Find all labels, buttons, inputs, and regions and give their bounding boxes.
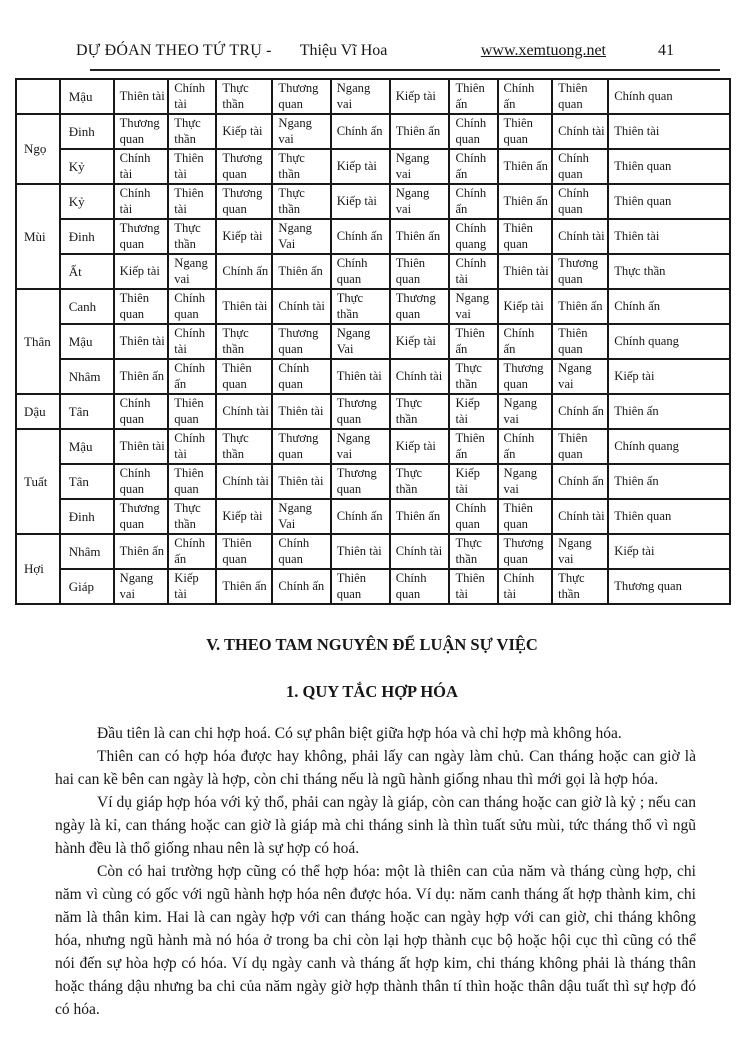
stem-cell: Mậu: [60, 324, 114, 359]
ten-god-cell: Ngang Vai: [331, 324, 390, 359]
branch-group-cell: Hợi: [16, 534, 60, 604]
branch-group-cell: Mùi: [16, 184, 60, 289]
subsection-heading: 1. QUY TẮC HỢP HÓA: [286, 682, 458, 701]
ten-god-cell: Chính tài: [390, 359, 450, 394]
ten-god-cell: Thiên ấn: [552, 289, 608, 324]
ten-god-cell: Chính quan: [331, 254, 390, 289]
ten-god-cell: Chính quan: [449, 499, 497, 534]
ten-god-cell: Thiên quan: [552, 429, 608, 464]
ten-god-cell: Thương quan: [272, 429, 330, 464]
ten-god-cell: Chính ấn: [608, 289, 730, 324]
ten-god-cell: Chính ấn: [449, 149, 497, 184]
ten-god-cell: Thiên ấn: [449, 429, 497, 464]
ten-god-cell: Ngang vai: [272, 114, 330, 149]
table-row: [16, 394, 730, 429]
ten-god-cell: Thiên ấn: [114, 359, 169, 394]
header-divider: [90, 69, 720, 71]
table-row: [16, 149, 730, 184]
stem-cell: Nhâm: [60, 359, 114, 394]
ten-god-cell: Chính ấn: [331, 219, 390, 254]
ten-god-cell: Chính tài: [216, 464, 272, 499]
ten-god-cell: Ngang vai: [331, 429, 390, 464]
ten-god-cell: Kiếp tài: [449, 394, 497, 429]
ten-god-cell: Kiếp tài: [608, 534, 730, 569]
ten-god-cell: Chính ấn: [552, 394, 608, 429]
ten-god-cell: Chính ấn: [168, 534, 216, 569]
ten-god-cell: Thực thần: [168, 114, 216, 149]
ten-god-cell: Chính tài: [168, 79, 216, 114]
branch-group-cell: [16, 79, 60, 114]
page-header: [0, 0, 744, 60]
ten-god-cell: Chính tài: [552, 114, 608, 149]
ten-god-cell: Thiên ấn: [272, 254, 330, 289]
ten-god-cell: Thiên quan: [608, 149, 730, 184]
stem-cell: Canh: [60, 289, 114, 324]
ten-god-cell: Chính tài: [449, 254, 497, 289]
ten-god-cell: Thiên tài: [272, 464, 330, 499]
ten-god-cell: Thực thần: [272, 149, 330, 184]
ten-god-cell: Thương quan: [552, 254, 608, 289]
stem-cell: Ất: [60, 254, 114, 289]
ten-god-cell: Thực thần: [216, 324, 272, 359]
ten-god-cell: Thực thần: [608, 254, 730, 289]
ten-god-cell: Kiếp tài: [331, 149, 390, 184]
ten-god-cell: Thiên quan: [168, 394, 216, 429]
ten-gods-table: [15, 78, 731, 605]
ten-god-cell: Ngang vai: [552, 359, 608, 394]
ten-god-cell: Thiên ấn: [498, 149, 553, 184]
ten-god-cell: Ngang vai: [390, 184, 450, 219]
paragraph: Đầu tiên là can chi hợp hoá. Có sự phân biệt giữa hợp hóa và chỉ hợp mà không hóa.: [97, 725, 622, 742]
ten-god-cell: Thiên quan: [608, 499, 730, 534]
ten-god-cell: Thực thần: [390, 394, 450, 429]
ten-god-cell: Ngang vai: [331, 79, 390, 114]
stem-cell: Đinh: [60, 219, 114, 254]
ten-god-cell: Kiếp tài: [168, 569, 216, 604]
ten-god-cell: Chính quan: [114, 394, 169, 429]
ten-god-cell: Chính ấn: [272, 569, 330, 604]
ten-god-cell: Thiên ấn: [390, 219, 450, 254]
ten-god-cell: Chính tài: [168, 429, 216, 464]
ten-god-cell: Ngang Vai: [272, 499, 330, 534]
ten-god-cell: Thiên ấn: [390, 114, 450, 149]
branch-group-cell: Dậu: [16, 394, 60, 429]
ten-god-cell: Chính quang: [608, 324, 730, 359]
table-row: [16, 114, 730, 149]
stem-cell: Mậu: [60, 79, 114, 114]
ten-god-cell: Thiên quan: [552, 79, 608, 114]
ten-god-cell: Thiên quan: [498, 499, 553, 534]
ten-god-cell: Thiên quan: [168, 464, 216, 499]
ten-god-cell: Chính quang: [449, 219, 497, 254]
ten-god-cell: Ngang vai: [449, 289, 497, 324]
table-row: [16, 289, 730, 324]
table-row: [16, 324, 730, 359]
ten-god-cell: Chính quan: [168, 289, 216, 324]
ten-god-cell: Chính tài: [216, 394, 272, 429]
table-row: [16, 499, 730, 534]
ten-god-cell: Thực thần: [552, 569, 608, 604]
ten-god-cell: Chính ấn: [449, 184, 497, 219]
ten-god-cell: Thực thần: [168, 499, 216, 534]
ten-god-cell: Thương quan: [114, 114, 169, 149]
ten-god-cell: Thương quan: [272, 324, 330, 359]
ten-god-cell: Chính quan: [552, 149, 608, 184]
stem-cell: Kỷ: [60, 149, 114, 184]
ten-god-cell: Chính ấn: [168, 359, 216, 394]
ten-god-cell: Ngang vai: [552, 534, 608, 569]
ten-god-cell: Thực thần: [168, 219, 216, 254]
table-row: [16, 79, 730, 114]
ten-god-cell: Thiên quan: [498, 114, 553, 149]
ten-god-cell: Chính quan: [449, 114, 497, 149]
ten-god-cell: Kiếp tài: [331, 184, 390, 219]
ten-god-cell: Chính ấn: [552, 464, 608, 499]
ten-god-cell: Thiên ấn: [608, 394, 730, 429]
ten-god-cell: Thương quan: [498, 534, 553, 569]
ten-god-cell: Thiên tài: [608, 114, 730, 149]
branch-group-cell: Thân: [16, 289, 60, 394]
stem-cell: Đinh: [60, 499, 114, 534]
ten-god-cell: Chính tài: [114, 184, 169, 219]
ten-god-cell: Thực thần: [449, 534, 497, 569]
ten-god-cell: Chính quan: [272, 534, 330, 569]
ten-god-cell: Thực thần: [216, 429, 272, 464]
ten-god-cell: Thương quan: [608, 569, 730, 604]
ten-god-cell: Thiên ấn: [216, 569, 272, 604]
paragraph: Thiên can có hợp hóa được hay không, phải lấy can ngày làm chủ. Can tháng hoặc can giờ là hai can kề bên can ngày là hợp, còn chi tháng nếu là ngũ hành giống nhau thì mới gọi là hợp hóa.: [55, 748, 696, 788]
ten-god-cell: Thương quan: [331, 464, 390, 499]
ten-god-cell: Thiên ấn: [498, 184, 553, 219]
ten-god-cell: Thiên ấn: [390, 499, 450, 534]
table-row: [16, 219, 730, 254]
ten-god-cell: Thực thần: [216, 79, 272, 114]
ten-god-cell: Chính tài: [552, 219, 608, 254]
stem-cell: Tân: [60, 394, 114, 429]
ten-god-cell: Thiên ấn: [608, 464, 730, 499]
ten-god-cell: Chính quang: [608, 429, 730, 464]
table-row: [16, 464, 730, 499]
table-row: [16, 569, 730, 604]
paragraph: Ví dụ giáp hợp hóa với kỷ thổ, phải can ngày là giáp, còn can tháng hoặc can giờ là kỷ ; nếu can ngày là kỉ, can tháng hoặc can giờ là giáp mà chi tháng sinh là thìn tuất sửu mùi, tức tháng thổ vì ngũ hành đều là thổ giống nhau nên là sự hợp có hoá.: [55, 794, 696, 857]
ten-god-cell: Thiên tài: [272, 394, 330, 429]
ten-god-cell: Thương quan: [216, 184, 272, 219]
table-row: [16, 184, 730, 219]
table-row: [16, 254, 730, 289]
ten-god-cell: Thực thần: [449, 359, 497, 394]
ten-god-cell: Kiếp tài: [216, 219, 272, 254]
ten-god-cell: Thực thần: [390, 464, 450, 499]
ten-god-cell: Thiên ấn: [449, 324, 497, 359]
table-row: [16, 534, 730, 569]
ten-god-cell: Chính ấn: [498, 429, 553, 464]
ten-god-cell: Thiên tài: [331, 534, 390, 569]
ten-god-cell: Kiếp tài: [449, 464, 497, 499]
ten-god-cell: Thiên tài: [114, 429, 169, 464]
ten-god-cell: Thiên quan: [498, 219, 553, 254]
ten-god-cell: Thiên tài: [449, 569, 497, 604]
stem-cell: Giáp: [60, 569, 114, 604]
ten-god-cell: Chính tài: [390, 534, 450, 569]
ten-god-cell: Chính quan: [552, 184, 608, 219]
stem-cell: Nhâm: [60, 534, 114, 569]
ten-god-cell: Ngang vai: [498, 464, 553, 499]
ten-god-cell: Thiên ấn: [114, 534, 169, 569]
ten-god-cell: Thiên tài: [114, 324, 169, 359]
ten-god-cell: Ngang vai: [168, 254, 216, 289]
ten-god-cell: Thiên tài: [168, 184, 216, 219]
ten-god-cell: Kiếp tài: [216, 114, 272, 149]
stem-cell: Đinh: [60, 114, 114, 149]
ten-god-cell: Thương quan: [114, 219, 169, 254]
ten-god-cell: Chính tài: [272, 289, 330, 324]
ten-god-cell: Ngang Vai: [272, 219, 330, 254]
ten-god-cell: Kiếp tài: [390, 79, 450, 114]
ten-god-cell: Ngang vai: [390, 149, 450, 184]
ten-god-cell: Thực thần: [272, 184, 330, 219]
website-link[interactable]: www.xemtuong.net: [480, 42, 606, 59]
ten-god-cell: Thương quan: [390, 289, 450, 324]
ten-god-cell: Ngang vai: [114, 569, 169, 604]
ten-god-cell: Chính quan: [390, 569, 450, 604]
ten-god-cell: Thương quan: [498, 359, 553, 394]
ten-god-cell: Thiên quan: [608, 184, 730, 219]
ten-god-cell: Chính ấn: [331, 499, 390, 534]
stem-cell: Tân: [60, 464, 114, 499]
ten-god-cell: Thiên quan: [216, 534, 272, 569]
ten-god-cell: Thương quan: [272, 79, 330, 114]
body-text: [0, 722, 744, 1021]
ten-god-cell: Chính quan: [608, 79, 730, 114]
ten-god-cell: Thiên tài: [114, 79, 169, 114]
ten-god-cell: Thương quan: [216, 149, 272, 184]
ten-god-cell: Chính tài: [168, 324, 216, 359]
table-row: [16, 429, 730, 464]
ten-god-cell: Kiếp tài: [608, 359, 730, 394]
ten-god-cell: Thiên tài: [498, 254, 553, 289]
ten-god-cell: Chính quan: [114, 464, 169, 499]
ten-god-cell: Thiên tài: [608, 219, 730, 254]
stem-cell: Kỷ: [60, 184, 114, 219]
ten-god-cell: Chính ấn: [216, 254, 272, 289]
ten-god-cell: Thiên tài: [168, 149, 216, 184]
ten-god-cell: Kiếp tài: [498, 289, 553, 324]
ten-god-cell: Thiên quan: [216, 359, 272, 394]
ten-god-cell: Chính ấn: [331, 114, 390, 149]
branch-group-cell: Tuất: [16, 429, 60, 534]
paragraph: Còn có hai trường hợp cũng có thể hợp hóa: một là thiên can của năm và tháng cùng hợp, chi năm vì cùng có gốc với ngũ hành hợp hóa nên được hóa. Ví dụ: năm canh tháng ất hợp thành kim, chi năm là thân kim. Hai là can ngày hợp với can tháng hoặc can ngày hợp với can giờ, chi tháng không hóa, nhưng ngũ hành mà nó hóa ở trong ba chi còn lại hợp thành cục bộ hoặc hội cục thì cũng có thể nói đến sự hòa hợp có hóa. Ví dụ ngày canh và tháng ất hợp kim, chi tháng không phải là tháng thân hoặc tháng dậu nhưng ba chi của năm ngày giờ hợp thành thân tí thìn hoặc thân dậu tuất thì sự hợp đó có hóa.: [55, 863, 696, 1018]
ten-god-cell: Thương quan: [331, 394, 390, 429]
author-name: Thiệu Vĩ Hoa: [299, 42, 388, 59]
ten-god-cell: Chính quan: [272, 359, 330, 394]
ten-god-cell: Chính ấn: [498, 324, 553, 359]
ten-god-cell: Chính tài: [498, 569, 553, 604]
page-number: 41: [658, 42, 674, 59]
ten-god-cell: Chính tài: [114, 149, 169, 184]
ten-god-cell: Thực thần: [331, 289, 390, 324]
ten-god-cell: Kiếp tài: [390, 429, 450, 464]
ten-god-cell: Thiên tài: [216, 289, 272, 324]
ten-god-cell: Thiên quan: [390, 254, 450, 289]
ten-god-cell: Thiên quan: [331, 569, 390, 604]
ten-god-cell: Ngang vai: [498, 394, 553, 429]
table-row: [16, 359, 730, 394]
ten-god-cell: Kiếp tài: [216, 499, 272, 534]
ten-god-cell: Thiên quan: [114, 289, 169, 324]
ten-god-cell: Thiên quan: [552, 324, 608, 359]
section-heading: V. THEO TAM NGUYÊN ĐỂ LUẬN SỰ VIỆC: [206, 635, 538, 654]
ten-god-cell: Thương quan: [114, 499, 169, 534]
book-title: DỰ ĐÓAN THEO TỨ TRỤ -: [76, 42, 272, 59]
ten-god-cell: Chính tài: [552, 499, 608, 534]
ten-god-cell: Thiên ấn: [449, 79, 497, 114]
ten-god-cell: Thiên tài: [331, 359, 390, 394]
ten-god-cell: Kiếp tài: [390, 324, 450, 359]
ten-god-cell: Kiếp tài: [114, 254, 169, 289]
branch-group-cell: Ngọ: [16, 114, 60, 184]
ten-god-cell: Chính ấn: [498, 79, 553, 114]
stem-cell: Mậu: [60, 429, 114, 464]
